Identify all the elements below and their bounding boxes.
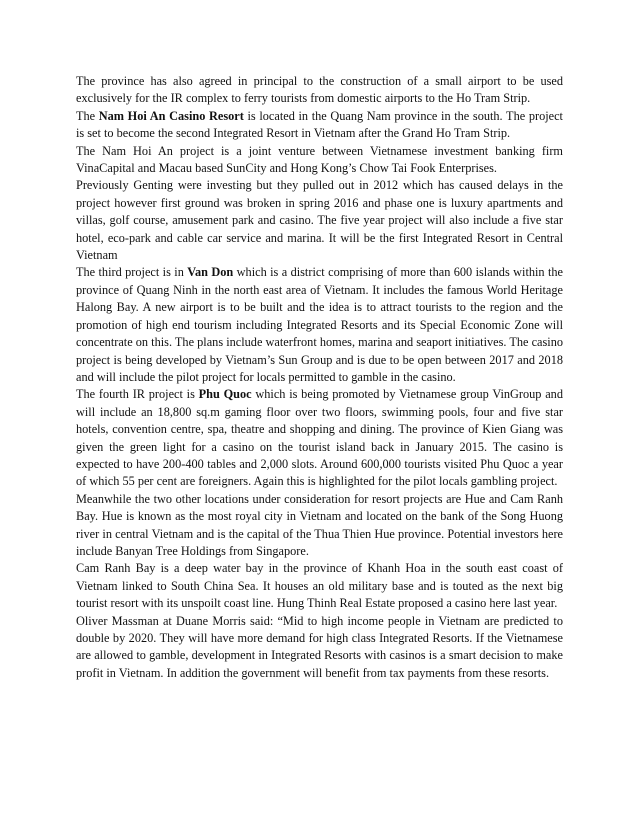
paragraph-phu-quoc xyxy=(76,386,563,490)
text-run: The Nam Hoi An project is a joint venture between Vietnamese investment banking firm VinaCapital and Macau based SunCity and Hong Kong’s Chow Tai Fook Enterprises. xyxy=(76,143,563,176)
paragraph-cam-ranh-bay xyxy=(76,560,563,612)
paragraph-nam-hoi-an-venture xyxy=(76,143,563,178)
paragraph-nam-hoi-an-intro xyxy=(76,108,563,143)
text-run: The third project is in xyxy=(76,265,188,280)
bold-text: Phu Quoc xyxy=(198,387,252,402)
text-run: which is being promoted by Vietnamese group VinGroup and will include an 18,800 sq.m gaming floor over two floors, swimming pools, four and five star hotels, convention centre, spa, theatre and shopping and dining. The province of Kien Giang was given the green light for a casino on the tourist island back in January 2015. The casino is expected to have 200-400 tables and 2,000 slots. Around 600,000 tourists visited Phu Quoc a year of which 55 per cent are foreigners. Again this is highlighted for the pilot locals gambling project. xyxy=(76,387,563,489)
paragraph-hue-cam-ranh xyxy=(76,491,563,561)
paragraph-duane-morris-quote xyxy=(76,613,563,683)
text-run: Previously Genting were investing but they pulled out in 2012 which has caused delays in the project however first ground was broken in spring 2016 and phase one is luxury apartments and villas, golf course, amusement park and casino. The five year project will also include a five star hotel, eco-park and cable car service and marina. It will be the first Integrated Resort in Central Vietnam xyxy=(76,178,563,263)
text-run: Meanwhile the two other locations under consideration for resort projects are Hue and Cam Ranh Bay. Hue is known as the most royal city in Vietnam and located on the bank of the Song Huong river in central Vietnam and is the capital of the Thua Thien Hue province. Potential investors here include Banyan Tree Holdings from Singapore. xyxy=(76,491,563,558)
paragraph-genting xyxy=(76,177,563,264)
text-run: Oliver Massman at Duane Morris said: “Mid to high income people in Vietnam are predicted to double by 2020. They will have more demand for high class Integrated Resorts. If the Vietnamese are allowed to gamble, development in Integrated Resorts with casinos is a smart decision to make profit in Vietnam. In addition the government will benefit from tax payments from these resorts. xyxy=(76,613,563,680)
bold-text: Van Don xyxy=(187,265,234,280)
paragraph-airport xyxy=(76,73,563,108)
paragraph-van-don xyxy=(76,264,563,386)
body-text xyxy=(76,73,563,682)
bold-text: Nam Hoi An Casino Resort xyxy=(98,108,244,123)
text-run: Cam Ranh Bay is a deep water bay in the province of Khanh Hoa in the south east coast of Vietnam linked to South China Sea. It houses an old military base and is touted as the next big tourist resort with its unspoilt coast line. Hung Thinh Real Estate proposed a casino here last year. xyxy=(76,561,563,611)
text-run: The xyxy=(76,108,99,123)
text-run: The fourth IR project is xyxy=(76,387,199,402)
text-run: is located in the Quang Nam province in the south. The project is set to become the second Integrated Resort in Vietnam after the Grand Ho Tram Strip. xyxy=(76,108,563,141)
text-run: which is a district comprising of more than 600 islands within the province of Quang Ninh in the north east area of Vietnam. It includes the famous World Heritage Halong Bay. A new airport is to be built and the idea is to attract tourists to the region and the promotion of high end tourism including Integrated Resorts and its Special Economic Zone will concentrate on this. The plans include waterfront homes, marina and seaport initiatives. The casino project is being developed by Vietnam’s Sun Group and is due to be open between 2017 and 2018 and will include the pilot project for locals permitted to gamble in the casino. xyxy=(76,265,563,384)
text-run: The province has also agreed in principal to the construction of a small airport to be used exclusively for the IR complex to ferry tourists from domestic airports to the Ho Tram Strip. xyxy=(76,74,563,106)
